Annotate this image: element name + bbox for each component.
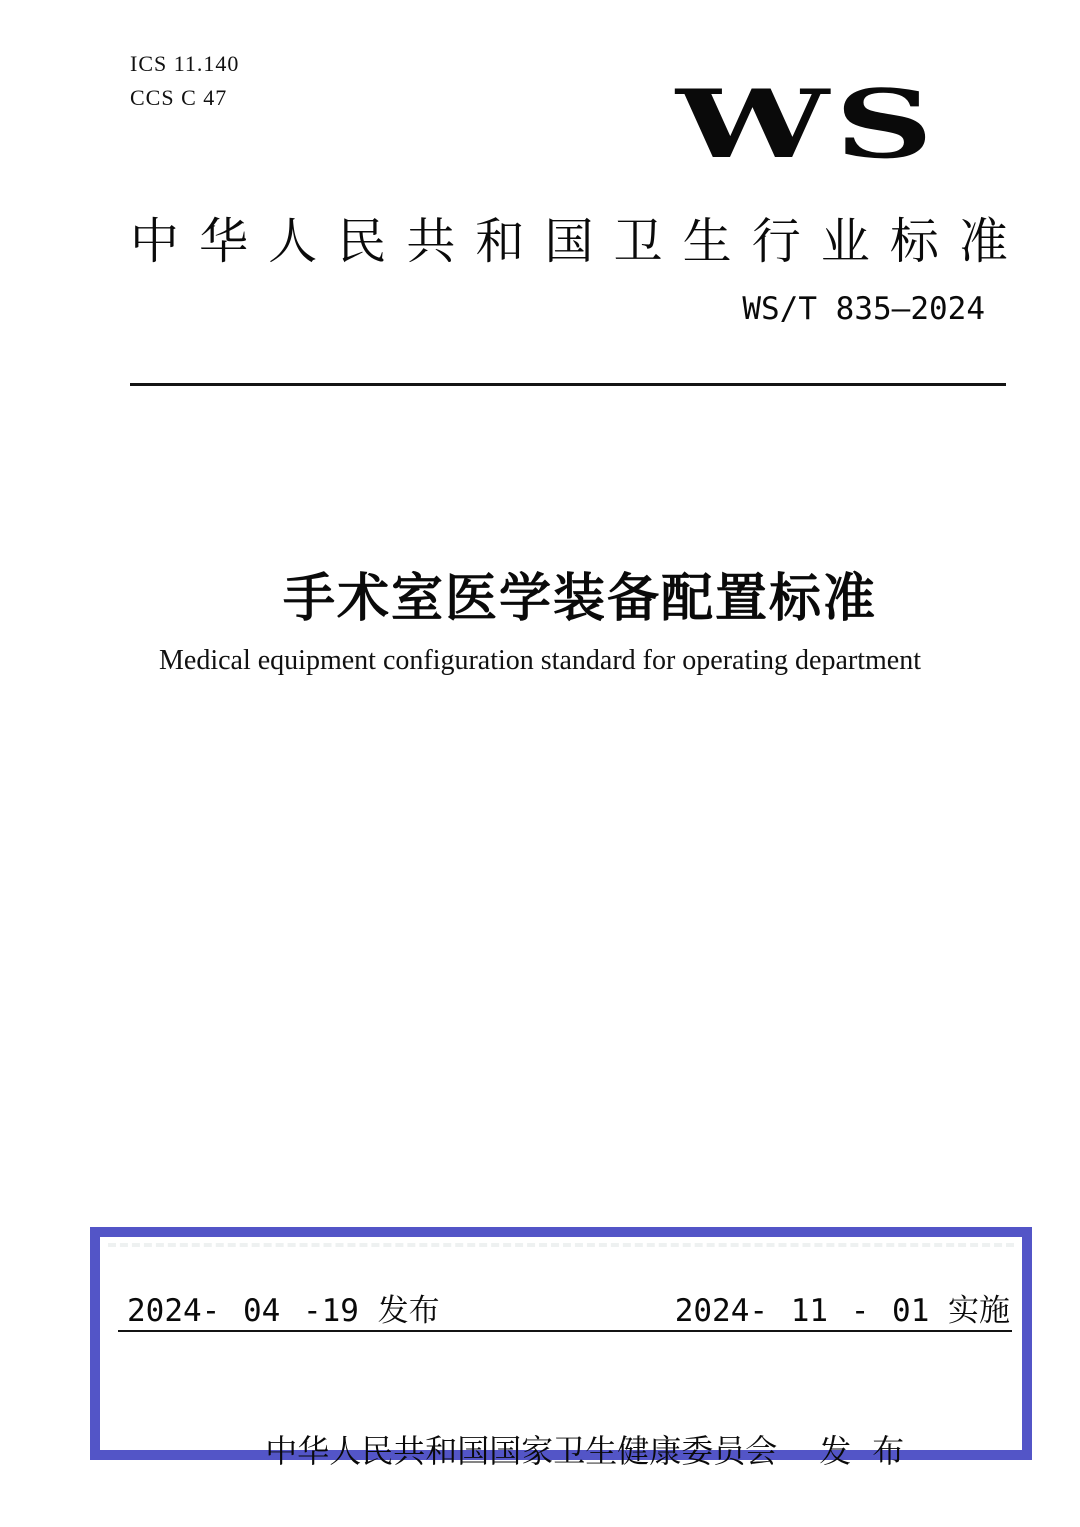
category-char: 行 xyxy=(751,215,801,269)
category-char: 共 xyxy=(406,215,456,269)
ics-code: ICS 11.140 xyxy=(130,51,240,76)
ws-logo: WS xyxy=(676,70,940,180)
header-divider xyxy=(130,383,1006,386)
category-char: 准 xyxy=(958,215,1008,269)
category-char: 人 xyxy=(268,215,318,269)
standard-category-title xyxy=(130,203,1008,273)
dates-row xyxy=(127,1285,1010,1330)
issue-date-group xyxy=(127,1285,440,1330)
category-char: 和 xyxy=(475,215,525,269)
category-char: 中 xyxy=(130,215,180,269)
document-title-cn: 手术室医学装备配置标准 xyxy=(282,570,877,628)
issuer-row xyxy=(100,1389,1022,1509)
category-char: 民 xyxy=(337,215,387,269)
issue-date: 2024- 04 -19 xyxy=(127,1293,359,1329)
issuer-name: 中华人民共和国国家卫生健康委员会 xyxy=(265,1433,778,1469)
category-char: 卫 xyxy=(613,215,663,269)
classification-codes xyxy=(130,47,239,115)
implement-date: 2024- 11 - 01 xyxy=(674,1293,930,1329)
category-char: 标 xyxy=(889,215,939,269)
ccs-code: CCS C 47 xyxy=(130,85,228,110)
implement-date-group xyxy=(675,1285,1010,1330)
category-char: 华 xyxy=(199,215,249,269)
category-char: 国 xyxy=(544,215,594,269)
publish-label: 发 布 xyxy=(819,1433,911,1469)
issue-date-label: 发布 xyxy=(377,1293,440,1328)
standard-number: WS/T 835—2024 xyxy=(742,291,985,327)
implement-date-label: 实施 xyxy=(948,1293,1010,1328)
perforation-line xyxy=(108,1243,1014,1247)
category-char: 业 xyxy=(820,215,870,269)
footer-box xyxy=(90,1227,1032,1469)
category-char: 生 xyxy=(682,215,732,269)
date-underline xyxy=(118,1330,1012,1332)
document-title-en: Medical equipment configuration standard for operating department xyxy=(159,645,921,676)
